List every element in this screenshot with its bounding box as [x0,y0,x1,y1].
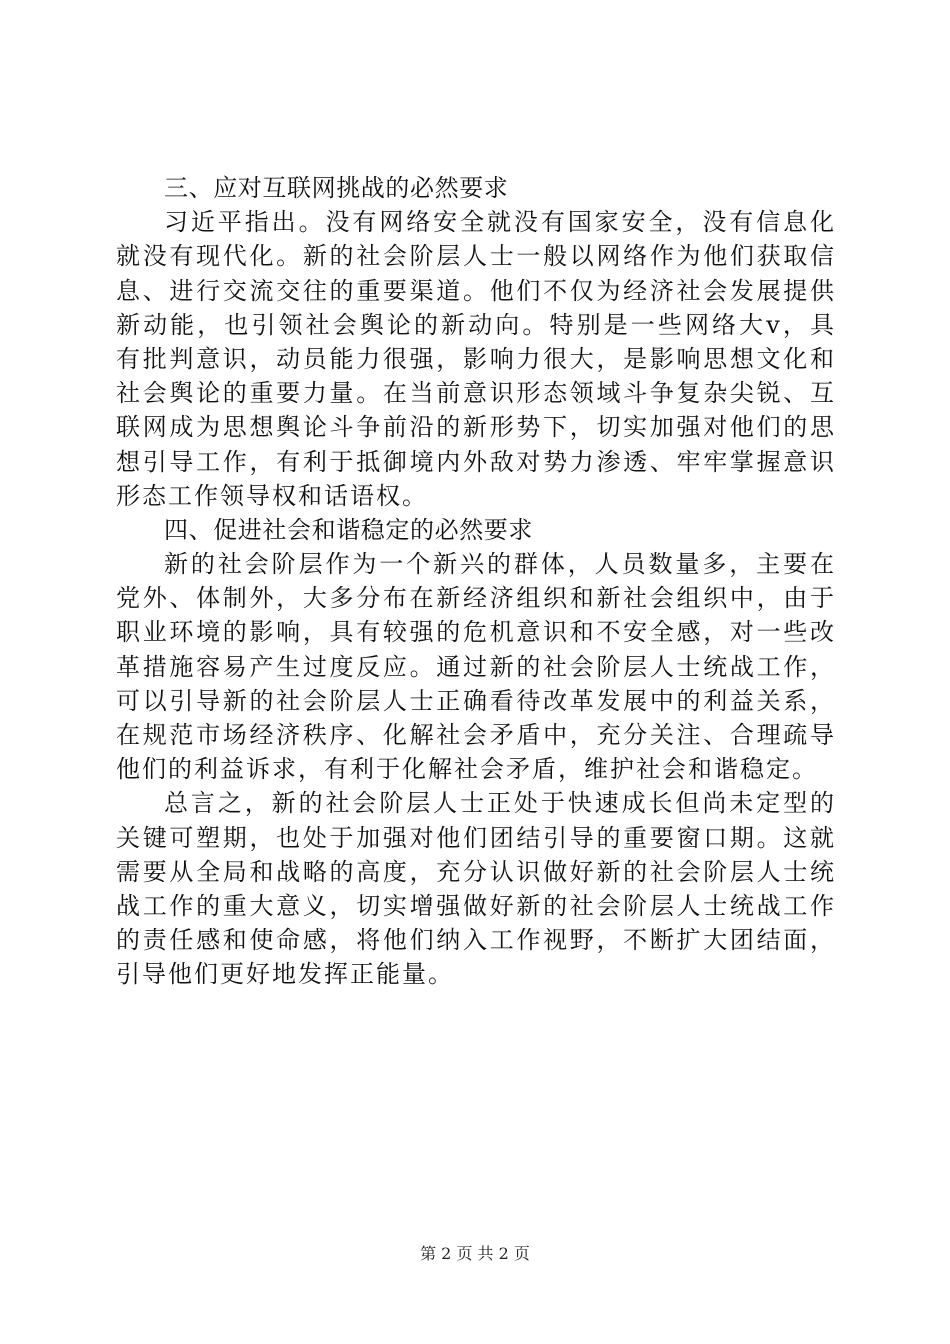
text-line: 习近平指出。没有网络安全就没有国家安全，没有信息化 [164,208,834,237]
text-line: 需要从全局和战略的高度，充分认识做好新的社会阶层人士统 [116,857,834,886]
text-line: 息、进行交流交往的重要渠道。他们不仅为经济社会发展提供 [116,276,834,305]
text-line: 总言之，新的社会阶层人士正处于快速成长但尚未定型的 [164,789,834,818]
text-line: 形态工作领导权和话语权。 [116,481,428,510]
text-line: 他们的利益诉求，有利于化解社会矛盾，维护社会和谐稳定。 [116,755,818,784]
text-line: 在规范市场经济秩序、化解社会矛盾中，充分关注、合理疏导 [116,721,834,749]
text-line: 战工作的重大意义，切实增强做好新的社会阶层人士统战工作 [116,891,834,920]
text-line: 有批判意识，动员能力很强，影响力很大，是影响思想文化和 [116,344,834,373]
section-heading [116,171,834,205]
text-line: 职业环境的影响，具有较强的危机意识和不安全感，对一些改 [116,618,834,647]
body-paragraph [116,786,834,991]
body-paragraph [116,547,834,786]
document-body [116,171,834,992]
text-line: 就没有现代化。新的社会阶层人士一般以网络作为他们获取信 [116,242,834,271]
section-heading [116,513,834,547]
text-line: 党外、体制外，大多分布在新经济组织和新社会组织中，由于 [116,584,834,613]
text-line: 的责任感和使命感，将他们纳入工作视野，不断扩大团结面， [116,926,834,955]
text-line: 新动能，也引领社会舆论的新动向。特别是一些网络大v，具 [116,310,834,339]
text-line: 引导他们更好地发挥正能量。 [116,960,454,989]
page-footer: 第 2 页 共 2 页 [420,1244,530,1263]
text-line: 想引导工作，有利于抵御境内外敌对势力渗透、牢牢掌握意识 [116,447,834,476]
text-line: 革措施容易产生过度反应。通过新的社会阶层人士统战工作， [116,652,834,681]
body-paragraph [116,205,834,513]
text-line: 新的社会阶层作为一个新兴的群体，人员数量多，主要在 [164,550,834,579]
text-line: 联网成为思想舆论斗争前沿的新形势下，切实加强对他们的思 [116,413,834,442]
text-line: 三、应对互联网挑战的必然要求 [164,174,509,202]
text-line: 关键可塑期，也处于加强对他们团结引导的重要窗口期。这就 [116,823,834,852]
text-line: 可以引导新的社会阶层人士正确看待改革发展中的利益关系， [116,686,834,715]
text-line: 社会舆论的重要力量。在当前意识形态领域斗争复杂尖锐、互 [116,379,834,408]
text-line: 四、促进社会和谐稳定的必然要求 [164,515,533,544]
